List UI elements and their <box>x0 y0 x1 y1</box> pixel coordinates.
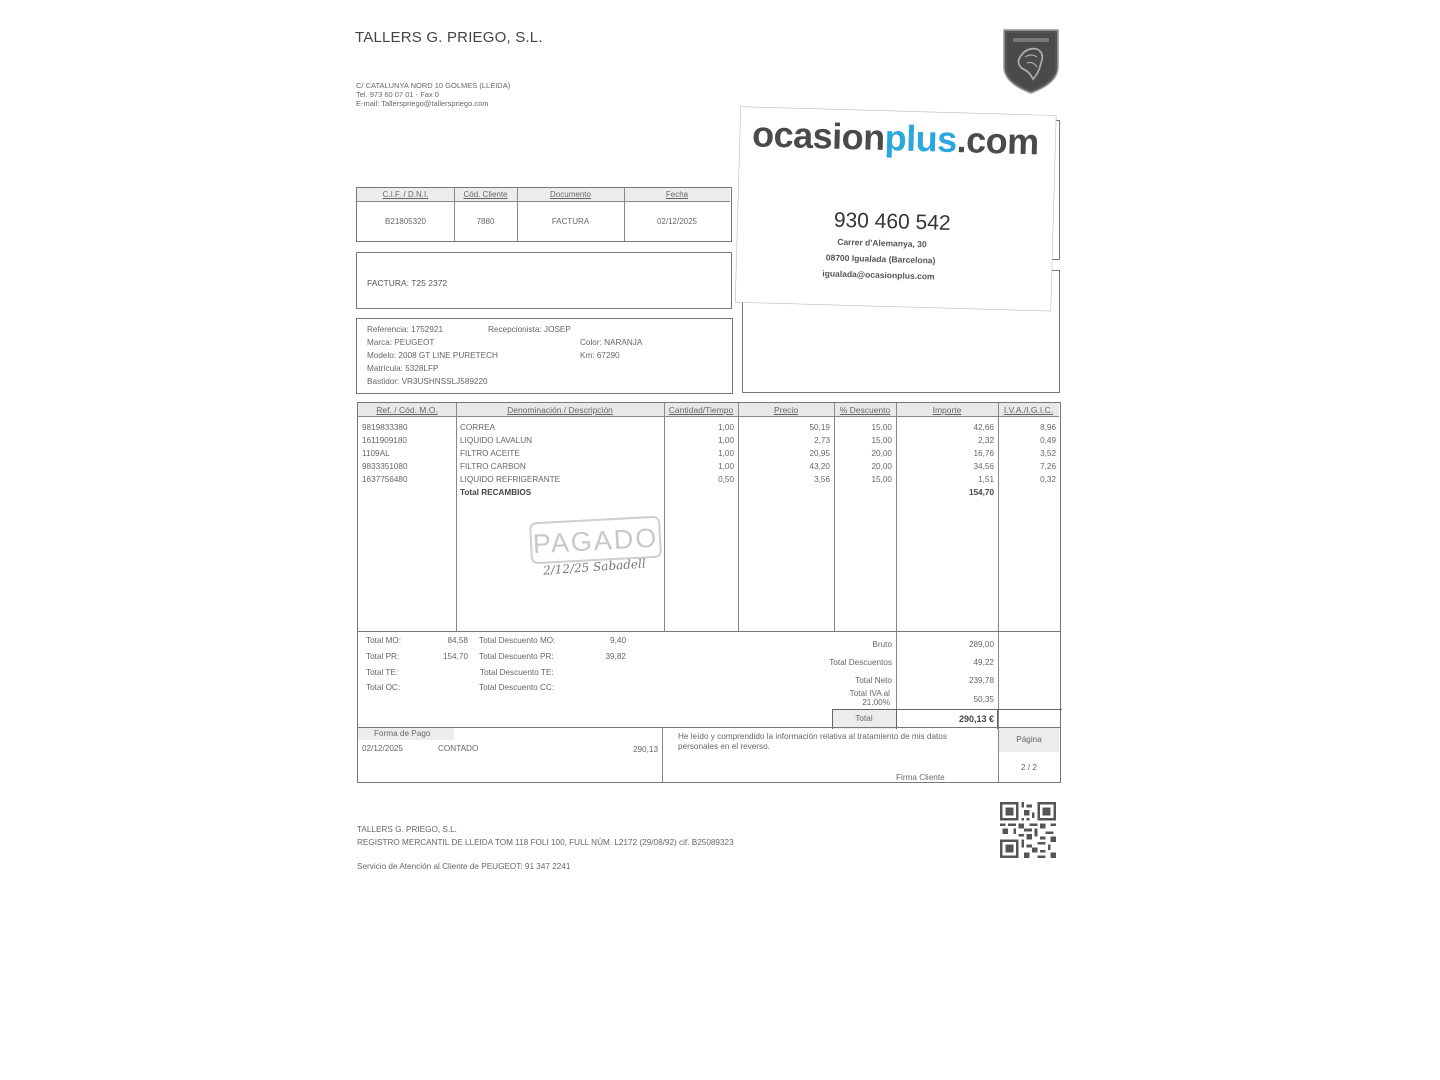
company-phone: Tel. 973 60 07 01 - Fax 0 <box>356 90 439 99</box>
ocasionplus-business-card <box>736 107 1056 311</box>
row-discount: 15,00 <box>871 423 892 432</box>
row-discount: 15,00 <box>871 475 892 484</box>
row-description: LIQUIDO REFRIGERANTE <box>460 475 561 484</box>
footer-registry: REGISTRO MERCANTIL DE LLEIDA TOM 118 FOLI 100, FULL NÚM. L2172 (29/08/92) cif. B25089323 <box>357 838 734 847</box>
row-quantity: 1,00 <box>718 436 734 445</box>
row-amount: 1,51 <box>978 475 994 484</box>
ocasionplus-logo: ocasionplus.com <box>751 113 1040 163</box>
card-email: igualada@ocasionplus.com <box>822 268 935 282</box>
row-ref: 1109AL <box>362 449 390 458</box>
customer-signature-label: Firma Cliente <box>896 773 945 782</box>
total-discounts-label: Total Descuentos <box>829 658 892 667</box>
row-ref: 1637756480 <box>362 475 408 484</box>
model: Modelo: 2008 GT LINE PURETECH <box>367 351 498 360</box>
total-oc-label: Total OC: <box>366 683 401 692</box>
row-vat: 0,32 <box>1040 475 1056 484</box>
row-amount: 42,66 <box>973 423 994 432</box>
total-mo-label: Total MO: <box>366 636 402 645</box>
license-plate: Matrícula: 5328LFP <box>367 364 439 373</box>
brand: Marca: PEUGEOT <box>367 338 435 347</box>
row-description: CORREA <box>460 423 496 432</box>
privacy-consent-line1: He leído y comprendido la información relativa al tratamiento de mis datos <box>678 732 947 741</box>
header-client-code: Cód. Cliente <box>454 188 517 202</box>
col-amount: Importe <box>896 403 998 417</box>
mileage: Km: 67290 <box>580 351 620 360</box>
row-quantity: 1,00 <box>718 423 734 432</box>
row-description: FILTRO CARBON <box>460 462 526 471</box>
date-value: 02/12/2025 <box>656 217 698 226</box>
header-document: Documento <box>517 188 624 202</box>
row-amount: 34,56 <box>973 462 994 471</box>
net-total-label: Total Neto <box>855 676 892 685</box>
gross-value: 289,00 <box>968 640 994 649</box>
grand-total-value: 290,13 € <box>958 714 994 724</box>
grand-total-label: Total <box>855 714 873 723</box>
row-vat: 7,26 <box>1040 462 1056 471</box>
gross-label: Bruto <box>872 640 892 649</box>
vat-value: 50,35 <box>973 695 994 704</box>
subtotal-value: 154,70 <box>968 488 994 497</box>
peugeot-lion-shield-icon <box>1001 27 1061 95</box>
total-pr-label: Total PR: <box>366 652 400 661</box>
invoice-number: FACTURA: T25 2372 <box>367 278 448 288</box>
payment-date: 02/12/2025 <box>362 744 403 753</box>
row-quantity: 0,50 <box>718 475 734 484</box>
company-email: E-mail: Tallerspriego@tallerspriego.com <box>356 99 489 108</box>
total-mo-value: 84,58 <box>447 636 468 645</box>
payment-method: CONTADO <box>438 744 479 753</box>
col-quantity: Cantidad/Tiempo <box>664 403 738 417</box>
row-price: 20,95 <box>809 449 830 458</box>
document-value: FACTURA <box>551 217 590 226</box>
payment-section <box>357 727 1061 783</box>
row-price: 50,19 <box>809 423 830 432</box>
cif-value: B21805320 <box>385 217 426 226</box>
page-number: 2 / 2 <box>1021 763 1037 772</box>
header-cif: C.I.F. / D.N.I. <box>357 188 454 202</box>
discount-mo-label: Total Descuento MO: <box>479 636 556 645</box>
page-label: Página <box>1016 735 1042 744</box>
card-phone: 930 460 542 <box>833 208 951 235</box>
client-code-value: 7880 <box>476 217 495 226</box>
document-info-table <box>356 187 732 242</box>
row-price: 3,56 <box>814 475 830 484</box>
invoice-number-box <box>356 252 732 309</box>
card-street: Carrer d'Alemanya, 30 <box>837 236 927 250</box>
col-ref: Ref. / Cód. M.O. <box>358 403 456 417</box>
subtotal-label: Total RECAMBIOS <box>460 488 532 497</box>
discount-mo-value: 9,40 <box>610 636 626 645</box>
row-discount: 20,00 <box>871 462 892 471</box>
row-vat: 3,52 <box>1040 449 1056 458</box>
row-description: FILTRO ACEITE <box>460 449 520 458</box>
company-name: TALLERS G. PRIEGO, S.L. <box>355 29 543 46</box>
row-ref: 9833351080 <box>362 462 408 471</box>
paid-stamp: PAGADO <box>529 516 662 565</box>
footer-company: TALLERS G. PRIEGO, S.L. <box>357 825 457 834</box>
row-amount: 2,32 <box>978 436 994 445</box>
handwritten-note: 2/12/25 Sabadell <box>542 556 647 578</box>
discount-te-label: Total Descuento TE: <box>480 668 554 677</box>
discount-pr-value: 39,82 <box>605 652 626 661</box>
row-quantity: 1,00 <box>718 449 734 458</box>
grand-total-row <box>832 709 1062 729</box>
row-description: LIQUIDO LAVALUN <box>460 436 533 445</box>
payment-amount: 290,13 <box>632 745 658 754</box>
col-price: Precio <box>738 403 834 417</box>
col-description: Denominación / Descripción <box>456 403 664 417</box>
row-discount: 20,00 <box>871 449 892 458</box>
reference: Referencia: 1752921 <box>367 325 444 334</box>
row-discount: 15,00 <box>871 436 892 445</box>
total-pr-value: 154,70 <box>442 652 468 661</box>
vat-label: Total IVA al 21,00% <box>849 689 890 707</box>
row-quantity: 1,00 <box>718 462 734 471</box>
footer-service: Servicio de Atención al Cliente de PEUGEOT: 91 347 2241 <box>357 862 571 871</box>
row-amount: 16,76 <box>973 449 994 458</box>
company-address: C/ CATALUNYA NORD 10 GOLMES (LLEIDA) <box>356 81 511 90</box>
chassis-number: Bastidor: VR3USHNSSLJ589220 <box>367 377 488 386</box>
total-discounts-value: 49,22 <box>973 658 994 667</box>
company-contact <box>356 81 510 108</box>
discount-oc-label: Total Descuento CC: <box>479 683 555 692</box>
row-price: 43,20 <box>809 462 830 471</box>
col-discount: % Descuento <box>834 403 896 417</box>
receptionist: Recepcionista: JOSEP <box>488 325 571 334</box>
card-city: 08700 Igualada (Barcelona) <box>825 252 936 266</box>
row-price: 2,73 <box>814 436 830 445</box>
row-ref: 9819833380 <box>362 423 408 432</box>
qr-code-icon <box>1000 802 1056 858</box>
row-vat: 8,96 <box>1040 423 1056 432</box>
discount-pr-label: Total Descuento PR: <box>479 652 554 661</box>
total-te-label: Total TE: <box>366 668 399 677</box>
color: Color: NARANJA <box>580 338 643 347</box>
col-vat: I.V.A./I.G.I.C. <box>998 403 1059 417</box>
privacy-consent-line2: personales en el reverso. <box>678 742 770 751</box>
header-date: Fecha <box>624 188 730 202</box>
net-total-value: 239,78 <box>968 676 994 685</box>
row-vat: 0,49 <box>1040 436 1056 445</box>
items-table <box>357 402 1061 632</box>
row-ref: 1611909180 <box>362 436 407 445</box>
payment-method-header: Forma de Pago <box>374 729 431 738</box>
vehicle-info-box <box>356 318 733 394</box>
totals-section <box>357 631 1061 728</box>
